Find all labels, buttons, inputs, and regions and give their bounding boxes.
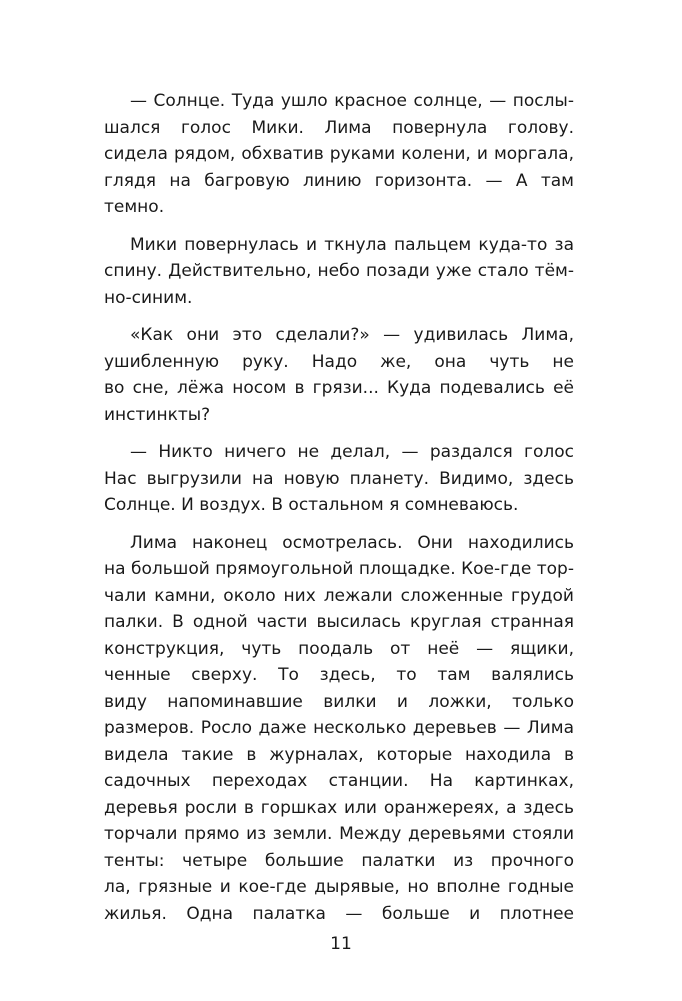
text-line: шался голос Мики. Лима повернула голову. bbox=[104, 117, 574, 138]
text-line: Нас выгрузили на новую планету. Видимо, здесь bbox=[104, 468, 574, 489]
text-line: ла, грязные и кое-где дырявые, но вполне годные bbox=[104, 877, 574, 897]
text-line: тенты: четыре большие палатки из прочного bbox=[104, 850, 574, 871]
text-line: на большой прямоугольной площадке. Кое-где тор- bbox=[104, 559, 574, 579]
text-line: инстинкты? bbox=[104, 404, 211, 425]
text-line: садочных переходах станции. На картинках, bbox=[104, 771, 574, 791]
paragraph-3 bbox=[104, 322, 574, 428]
text-line: Солнце. И воздух. В остальном я сомневаюсь. bbox=[104, 495, 519, 515]
text-line: — Солнце. Туда ушло красное солнце, — послы- bbox=[130, 91, 574, 111]
text-line: торчали прямо из земли. Между деревьями стояли bbox=[104, 824, 574, 844]
text-line: ушибленную руку. Надо же, она чуть не bbox=[104, 351, 574, 372]
text-line: но-синим. bbox=[104, 287, 193, 308]
text-line: ченные сверху. То здесь, то там валялись bbox=[104, 665, 574, 685]
text-line: видела такие в журналах, которые находила в bbox=[104, 744, 574, 765]
text-line: конструкция, чуть поодаль от неё — ящики, bbox=[104, 638, 574, 659]
text-line: во сне, лёжа носом в грязи... Куда подевались её bbox=[104, 378, 574, 398]
text-line: глядя на багровую линию горизонта. — А там bbox=[104, 170, 574, 191]
paragraph-4 bbox=[104, 439, 574, 519]
text-line: Лима наконец осмотрелась. Они находились bbox=[130, 532, 574, 553]
text-line: — Никто ничего не делал, — раздался голос bbox=[130, 442, 574, 462]
text-line: размеров. Росло даже несколько деревьев — Лима bbox=[104, 718, 574, 738]
page-number: 11 bbox=[330, 934, 352, 954]
text-line: сидела рядом, обхватив руками колени, и моргала, bbox=[104, 144, 574, 164]
text-line: «Как они это сделали?» — удивилась Лима, bbox=[130, 325, 574, 345]
text-line: спину. Действительно, небо позади уже стало тём- bbox=[104, 261, 574, 281]
paragraph-1 bbox=[104, 88, 574, 221]
text-line: темно. bbox=[104, 197, 165, 217]
text-line: чали камни, около них лежали сложенные грудой bbox=[104, 585, 574, 606]
text-line: деревья росли в горшках или оранжереях, а здесь bbox=[104, 797, 574, 818]
text-line: виду напоминавшие вилки и ложки, только bbox=[104, 691, 574, 712]
text-line: жилья. Одна палатка — больше и плотнее bbox=[104, 903, 574, 924]
text-line: Мики повернулась и ткнула пальцем куда-то за bbox=[130, 234, 574, 255]
paragraph-5 bbox=[104, 530, 574, 928]
paragraph-2 bbox=[104, 232, 574, 312]
body-text bbox=[104, 88, 574, 938]
text-line: палки. В одной части высилась круглая странная bbox=[104, 612, 574, 632]
